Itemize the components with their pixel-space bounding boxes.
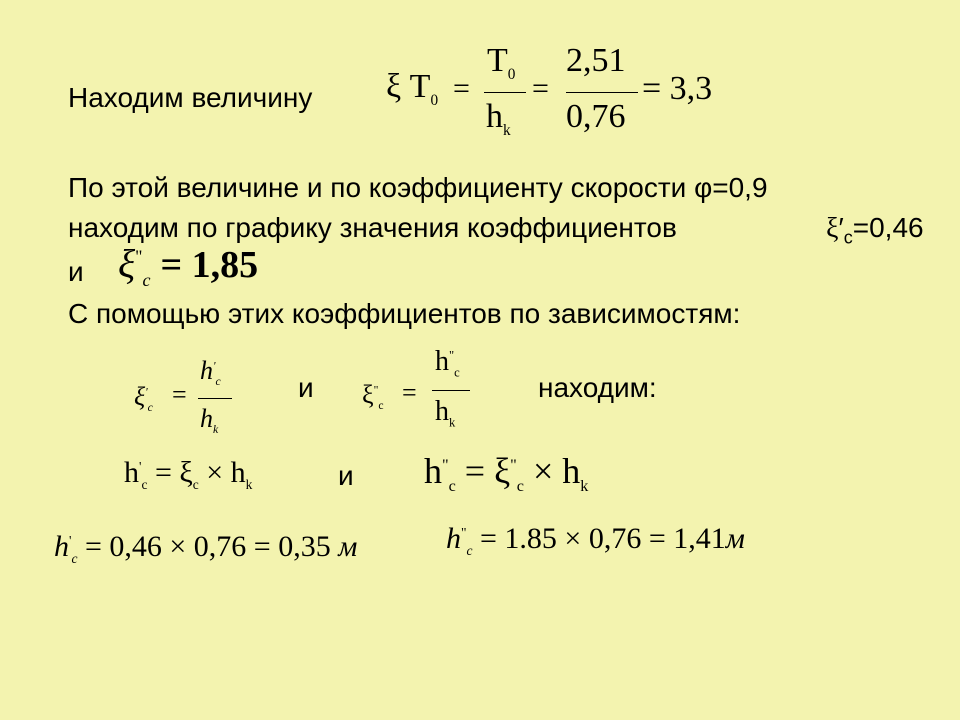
formula-f1-den-sub: k (503, 121, 511, 139)
para-line-2: находим по графику значения коэффициентов (68, 212, 677, 243)
para-line-1: По этой величине и по коэффициенту скорости φ=0,9 (68, 172, 768, 203)
results-and: и (338, 460, 354, 491)
formula-lhs: ξ T (386, 68, 431, 105)
formula-f1-den: h (486, 98, 503, 135)
numeric-h-prime: $h'_c = 0,46 \times 0,76 = 0,35$ м (54, 530, 358, 566)
numeric-h-double: $h^"_c = 1.85 \times 0,76 = 1,41м$ (446, 522, 745, 558)
formula-result: = 3,3 (642, 70, 713, 107)
fraction-bar-1 (484, 92, 526, 93)
formula-xi-double-eq: = (402, 378, 417, 407)
formula-f2-den: 0,76 (566, 98, 626, 135)
sup-dq-2: " (135, 246, 143, 267)
formula-f1-num-sub: 0 (507, 65, 516, 83)
sub-c-1: c (843, 227, 853, 248)
result-h-prime: $h'_c = \xi_c \times h_k$ (124, 456, 253, 492)
formula-xi-prime-num: $h'_c$ (200, 356, 221, 389)
formula-lhs-sub: 0 (430, 91, 439, 109)
xi-symbol-1: ξ (826, 213, 839, 244)
formula-eq-2: = (532, 72, 549, 105)
formula-xi-prime-den: $h_k$ (200, 404, 219, 437)
formula-xi-double-num: $h^"_c$ (435, 346, 460, 380)
para-and: и (68, 256, 84, 287)
fraction-bar-3 (198, 398, 232, 399)
result-h-double: $h^"_c = \xi^"_c \times h_k$ (424, 451, 589, 496)
fraction-bar-2 (566, 92, 638, 93)
formula-f2-num: 2,51 (566, 42, 626, 79)
sub-c-2: c (142, 270, 151, 290)
prime-mark-1: ′ (838, 212, 844, 243)
xi-symbol-2: ξ (118, 241, 136, 286)
formula-xi-double-den: $h_k$ (435, 396, 456, 430)
fraction-bar-4 (432, 390, 470, 391)
formula-f1-num: T (487, 42, 508, 79)
formula-xi-prime: $\xi'_c$ (134, 382, 153, 415)
xi-prime-value: =0,46 (852, 212, 924, 243)
dependencies-text: С помощью этих коэффициентов по зависимостям: (68, 298, 741, 329)
xi-double-value: = 1,85 (160, 244, 259, 286)
formulas-and: и (298, 372, 314, 403)
formula-eq-1: = (453, 72, 470, 105)
intro-text: Находим величину (68, 82, 313, 113)
formula-xi-prime-eq: = (172, 380, 187, 409)
formula-xi-double: $\xi^"_c$ (362, 380, 384, 413)
xi-prime-c (826, 212, 924, 254)
xi-double-c (118, 240, 258, 291)
formulas-find: находим: (538, 372, 657, 403)
